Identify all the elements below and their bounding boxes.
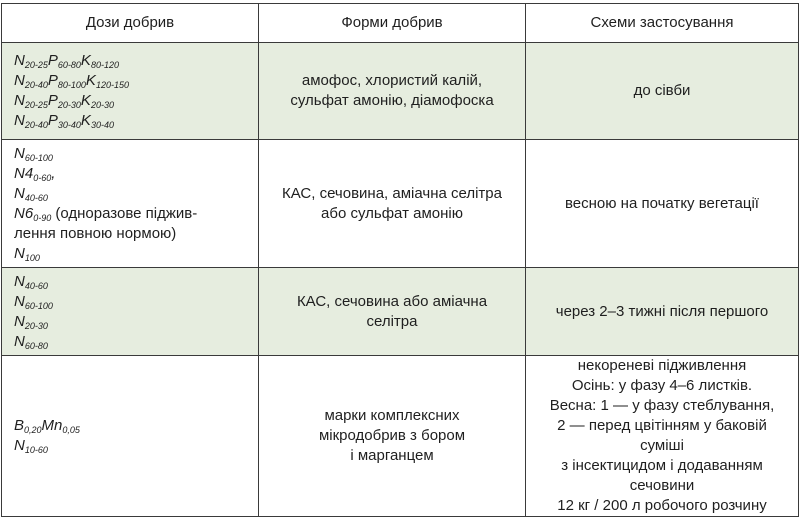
- header-schemes: Схеми застосування: [526, 4, 799, 43]
- doses-cell: [2, 140, 259, 268]
- scheme-cell: [526, 268, 799, 356]
- dose-line: $B_{0,20}Mn_{0,05}$: [14, 417, 80, 435]
- scheme-text: через 2–3 тижні після першого: [555, 302, 769, 320]
- dose-line: $N_{60-100}$: [14, 292, 53, 311]
- dose-line: $N_{40-60}$: [14, 272, 48, 291]
- forms-text: і марганцем: [350, 447, 434, 464]
- dose-line: $N_{20-30}$: [14, 312, 48, 331]
- scheme-text: Весна: 1 — у фазу стеблування,: [549, 397, 775, 414]
- scheme-cell: [526, 356, 799, 517]
- dose-line: $N_{10-60}$: [14, 437, 48, 455]
- dose-line: $N_{60-100}$: [14, 144, 53, 163]
- dose-line: $N_{20-40}P_{30-40}K_{30-40}$: [14, 112, 114, 130]
- forms-text: сульфат амонію, діамофоска: [290, 92, 494, 109]
- scheme-text: Осінь: у фазу 4–6 листків.: [571, 377, 753, 394]
- table-row: [2, 140, 799, 268]
- scheme-text: весною на початку вегетації: [565, 194, 759, 212]
- forms-text: КАС, сечовина або аміачна: [296, 292, 488, 310]
- forms-text: КАС, сечовина, аміачна селітра: [282, 184, 502, 202]
- fertilizer-table: [1, 3, 799, 517]
- forms-text: мікродобрив з бором: [318, 427, 466, 444]
- scheme-cell: [526, 140, 799, 268]
- forms-cell: [259, 268, 526, 356]
- scheme-text: з інсектицидом і додаванням сечовини: [561, 457, 763, 494]
- table-row: [2, 268, 799, 356]
- doses-cell: [2, 43, 259, 140]
- forms-text: або сульфат амонію: [321, 204, 463, 222]
- dose-line: $N_{60-80}$: [14, 332, 48, 351]
- header-forms: Форми добрив: [259, 4, 526, 43]
- dose-line: $N4_{0-60}$,: [14, 164, 56, 183]
- doses-cell: [2, 356, 259, 517]
- forms-text: амофос, хлористий калій,: [301, 72, 483, 89]
- table-header-row: [2, 4, 799, 43]
- dose-line: $N_{20-40}P_{80-100}K_{120-150}$: [14, 72, 129, 90]
- dose-line: $N_{20-25}P_{20-30}K_{20-30}$: [14, 92, 114, 110]
- header-doses: Дози добрив: [2, 4, 259, 43]
- dose-line: $N_{20-25}P_{60-80}K_{80-120}$: [14, 52, 119, 70]
- forms-text: селітра: [366, 312, 418, 330]
- table-row: [2, 356, 799, 517]
- dose-line: $N_{100}$: [14, 244, 40, 263]
- scheme-text: 12 кг / 200 л робочого розчину: [557, 497, 767, 514]
- dose-line: лення повною нормою): [14, 224, 177, 242]
- forms-text: марки комплексних: [324, 407, 460, 424]
- dose-line: $N6_{0-90}$ (одноразове піджив-: [14, 204, 198, 223]
- forms-cell: [259, 43, 526, 140]
- dose-line: $N_{40-60}$: [14, 184, 48, 203]
- forms-cell: [259, 356, 526, 517]
- scheme-text: 2 — перед цвітінням у баковій суміші: [557, 417, 767, 454]
- doses-cell: [2, 268, 259, 356]
- scheme-text: до сівби: [633, 82, 691, 99]
- table-row: [2, 43, 799, 140]
- scheme-text: некореневі підживлення: [577, 357, 747, 374]
- forms-cell: [259, 140, 526, 268]
- scheme-cell: [526, 43, 799, 140]
